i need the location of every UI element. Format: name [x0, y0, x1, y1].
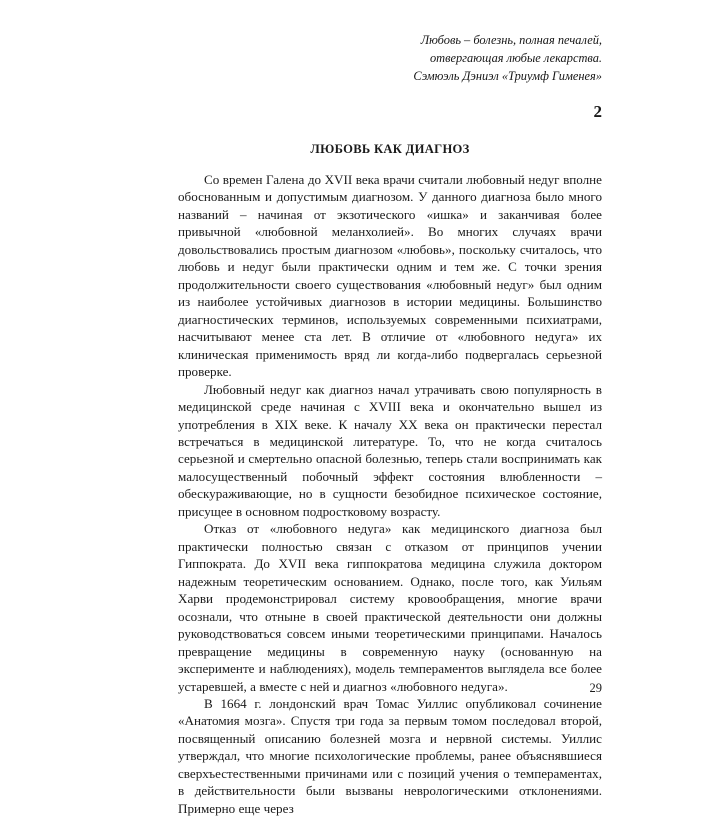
paragraph: Отказ от «любовного недуга» как медицинского диагноза был практически полностью связан с отказом от принципов учении Гиппократа. До XVII века гиппократова медицина служила доктором надежным теоретическим основанием. Однако, после того, как Уильям Харви продемонстрировал систему кровообращения, многие врачи осознали, что отныне в своей практической деятельности они должны руководствоваться совсем иными теоретическими принципами. Началось превращение медицины в современную науку (основанную на эксперименте и наблюдениях), модель темпераментов выглядела все более устаревшей, а вместе с ней и диагноз «любовного недуга». [178, 521, 602, 694]
chapter-title: ЛЮБОВЬ КАК ДИАГНОЗ [310, 141, 470, 156]
body-text [178, 171, 602, 817]
page-number: 29 [589, 681, 602, 695]
epigraph-line-2: отвергающая любые лекарства. [429, 50, 602, 65]
epigraph-source: Сэмюэль Дэниэл «Триумф Гименея» [413, 68, 602, 83]
epigraph-line-1: Любовь – болезнь, полная печалей, [420, 33, 602, 47]
epigraph [178, 32, 602, 86]
chapter-number: 2 [593, 101, 602, 121]
paragraph: В 1664 г. лондонский врач Томас Уиллис опубликовал сочинение «Анатомия мозга». Спустя три года за первым томом последовал второй, посвященный описанию болезней мозга и нервной системы. Уиллис утверждал, что многие психологические проблемы, ранее объяснявшиеся сверхъестественными причинами или с позиций учения о темпераментах, в действительности были вызваны неврологическими отклонениями. Примерно еще через [178, 696, 602, 816]
paragraph: Любовный недуг как диагноз начал утрачивать свою популярность в медицинской среде начиная с XVIII века и окончательно вышел из употребления в XIX веке. К началу XX века он практически перестал встречаться в медицинской литературе. То, что не когда считалось серьезной и смертельно опасной болезнью, теперь стали воспринимать как малосущественный побочный эффект состояния влюбленности – обескураживающие, но в сущности безобидное психическое состояние, присущее в основном подростковому возрасту. [178, 381, 602, 519]
paragraph: Со времен Галена до XVII века врачи считали любовный недуг вполне обоснованным и допустимым диагнозом. У данного диагноза было много названий – начиная от экзотического «ишка» и заканчивая более привычной «любовной меланхолией». Во многих случаях врачи довольствовались простым диагнозом «любовь», поскольку считалось, что любовь и недуг были практически одним и тем же. С точки зрения продолжительности своего существования «любовный недуг» был одним из наиболее устойчивых диагнозов в истории медицины. Большинство диагностических терминов, используемых современными психиатрами, насчитывают менее ста лет. В отличие от «любовного недуга» их клиническая применимость вряд ли когда-либо подвергалась серьезной проверке. [178, 171, 602, 380]
